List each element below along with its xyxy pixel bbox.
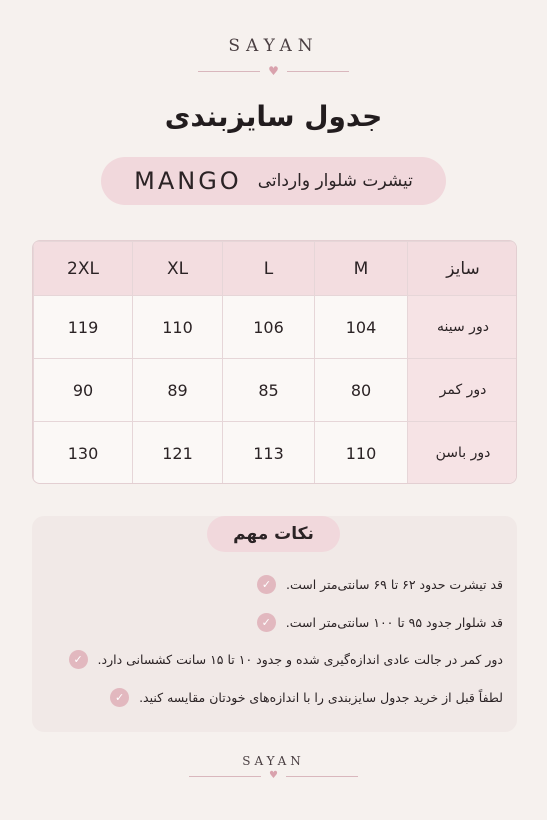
top-divider xyxy=(0,64,547,78)
table-cell: 121 xyxy=(133,422,223,485)
note-text: قد تیشرت حدود ۶۲ تا ۶۹ سانتی‌متر است. xyxy=(286,576,503,592)
divider-line xyxy=(198,71,260,72)
brand-logo-top: SAYAN xyxy=(228,36,319,56)
divider-line xyxy=(189,776,261,777)
product-name: تیشرت شلوار وارداتی xyxy=(257,171,413,191)
size-header-xl: XL xyxy=(133,242,223,296)
row-label: دور باسن xyxy=(408,422,518,485)
table-cell: 110 xyxy=(315,422,408,485)
table-cell: 130 xyxy=(34,422,133,485)
table-cell: 110 xyxy=(133,296,223,359)
row-label: دور سینه xyxy=(408,296,518,359)
table-cell: 113 xyxy=(223,422,315,485)
check-icon: ✓ xyxy=(110,688,129,707)
product-pill xyxy=(101,157,446,205)
check-icon: ✓ xyxy=(257,613,276,632)
size-label-header: سایز xyxy=(408,242,518,296)
table-row xyxy=(34,296,518,359)
size-header-2xl: 2XL xyxy=(34,242,133,296)
notes-title: نکات مهم xyxy=(207,516,340,552)
check-icon: ✓ xyxy=(69,650,88,669)
note-text: دور کمر در جالت عادی اندازه‌گیری شده و جدود ۱۰ تا ۱۵ سانت کشسانی دارد. xyxy=(97,651,503,667)
product-brand: MANGO xyxy=(134,167,242,195)
table-cell: 85 xyxy=(223,359,315,422)
heart-icon: ♥ xyxy=(268,64,279,78)
bottom-divider xyxy=(0,769,547,783)
list-item xyxy=(110,686,503,708)
row-label: دور کمر xyxy=(408,359,518,422)
divider-line xyxy=(287,71,349,72)
table-cell: 80 xyxy=(315,359,408,422)
table-row xyxy=(34,422,518,485)
note-text: قد شلوار جدود ۹۵ تا ۱۰۰ سانتی‌متر است. xyxy=(285,614,503,630)
table-header-row xyxy=(34,242,518,296)
table-cell: 106 xyxy=(223,296,315,359)
list-item xyxy=(69,648,503,670)
table-cell: 90 xyxy=(34,359,133,422)
size-header-l: L xyxy=(223,242,315,296)
table-row xyxy=(34,359,518,422)
size-table xyxy=(32,240,517,484)
size-header-m: M xyxy=(315,242,408,296)
page-title: جدول سایزبندی xyxy=(164,100,383,133)
check-icon: ✓ xyxy=(257,575,276,594)
table-cell: 89 xyxy=(133,359,223,422)
table-cell: 104 xyxy=(315,296,408,359)
table-cell: 119 xyxy=(34,296,133,359)
divider-line xyxy=(286,776,358,777)
list-item xyxy=(257,611,503,633)
brand-logo-bottom: SAYAN xyxy=(242,754,305,768)
list-item xyxy=(257,573,503,595)
heart-icon: ♥ xyxy=(269,770,278,781)
note-text: لطفاً قبل از خرید جدول سایزبندی را با اندازه‌های خودتان مقایسه کنید. xyxy=(139,689,503,705)
